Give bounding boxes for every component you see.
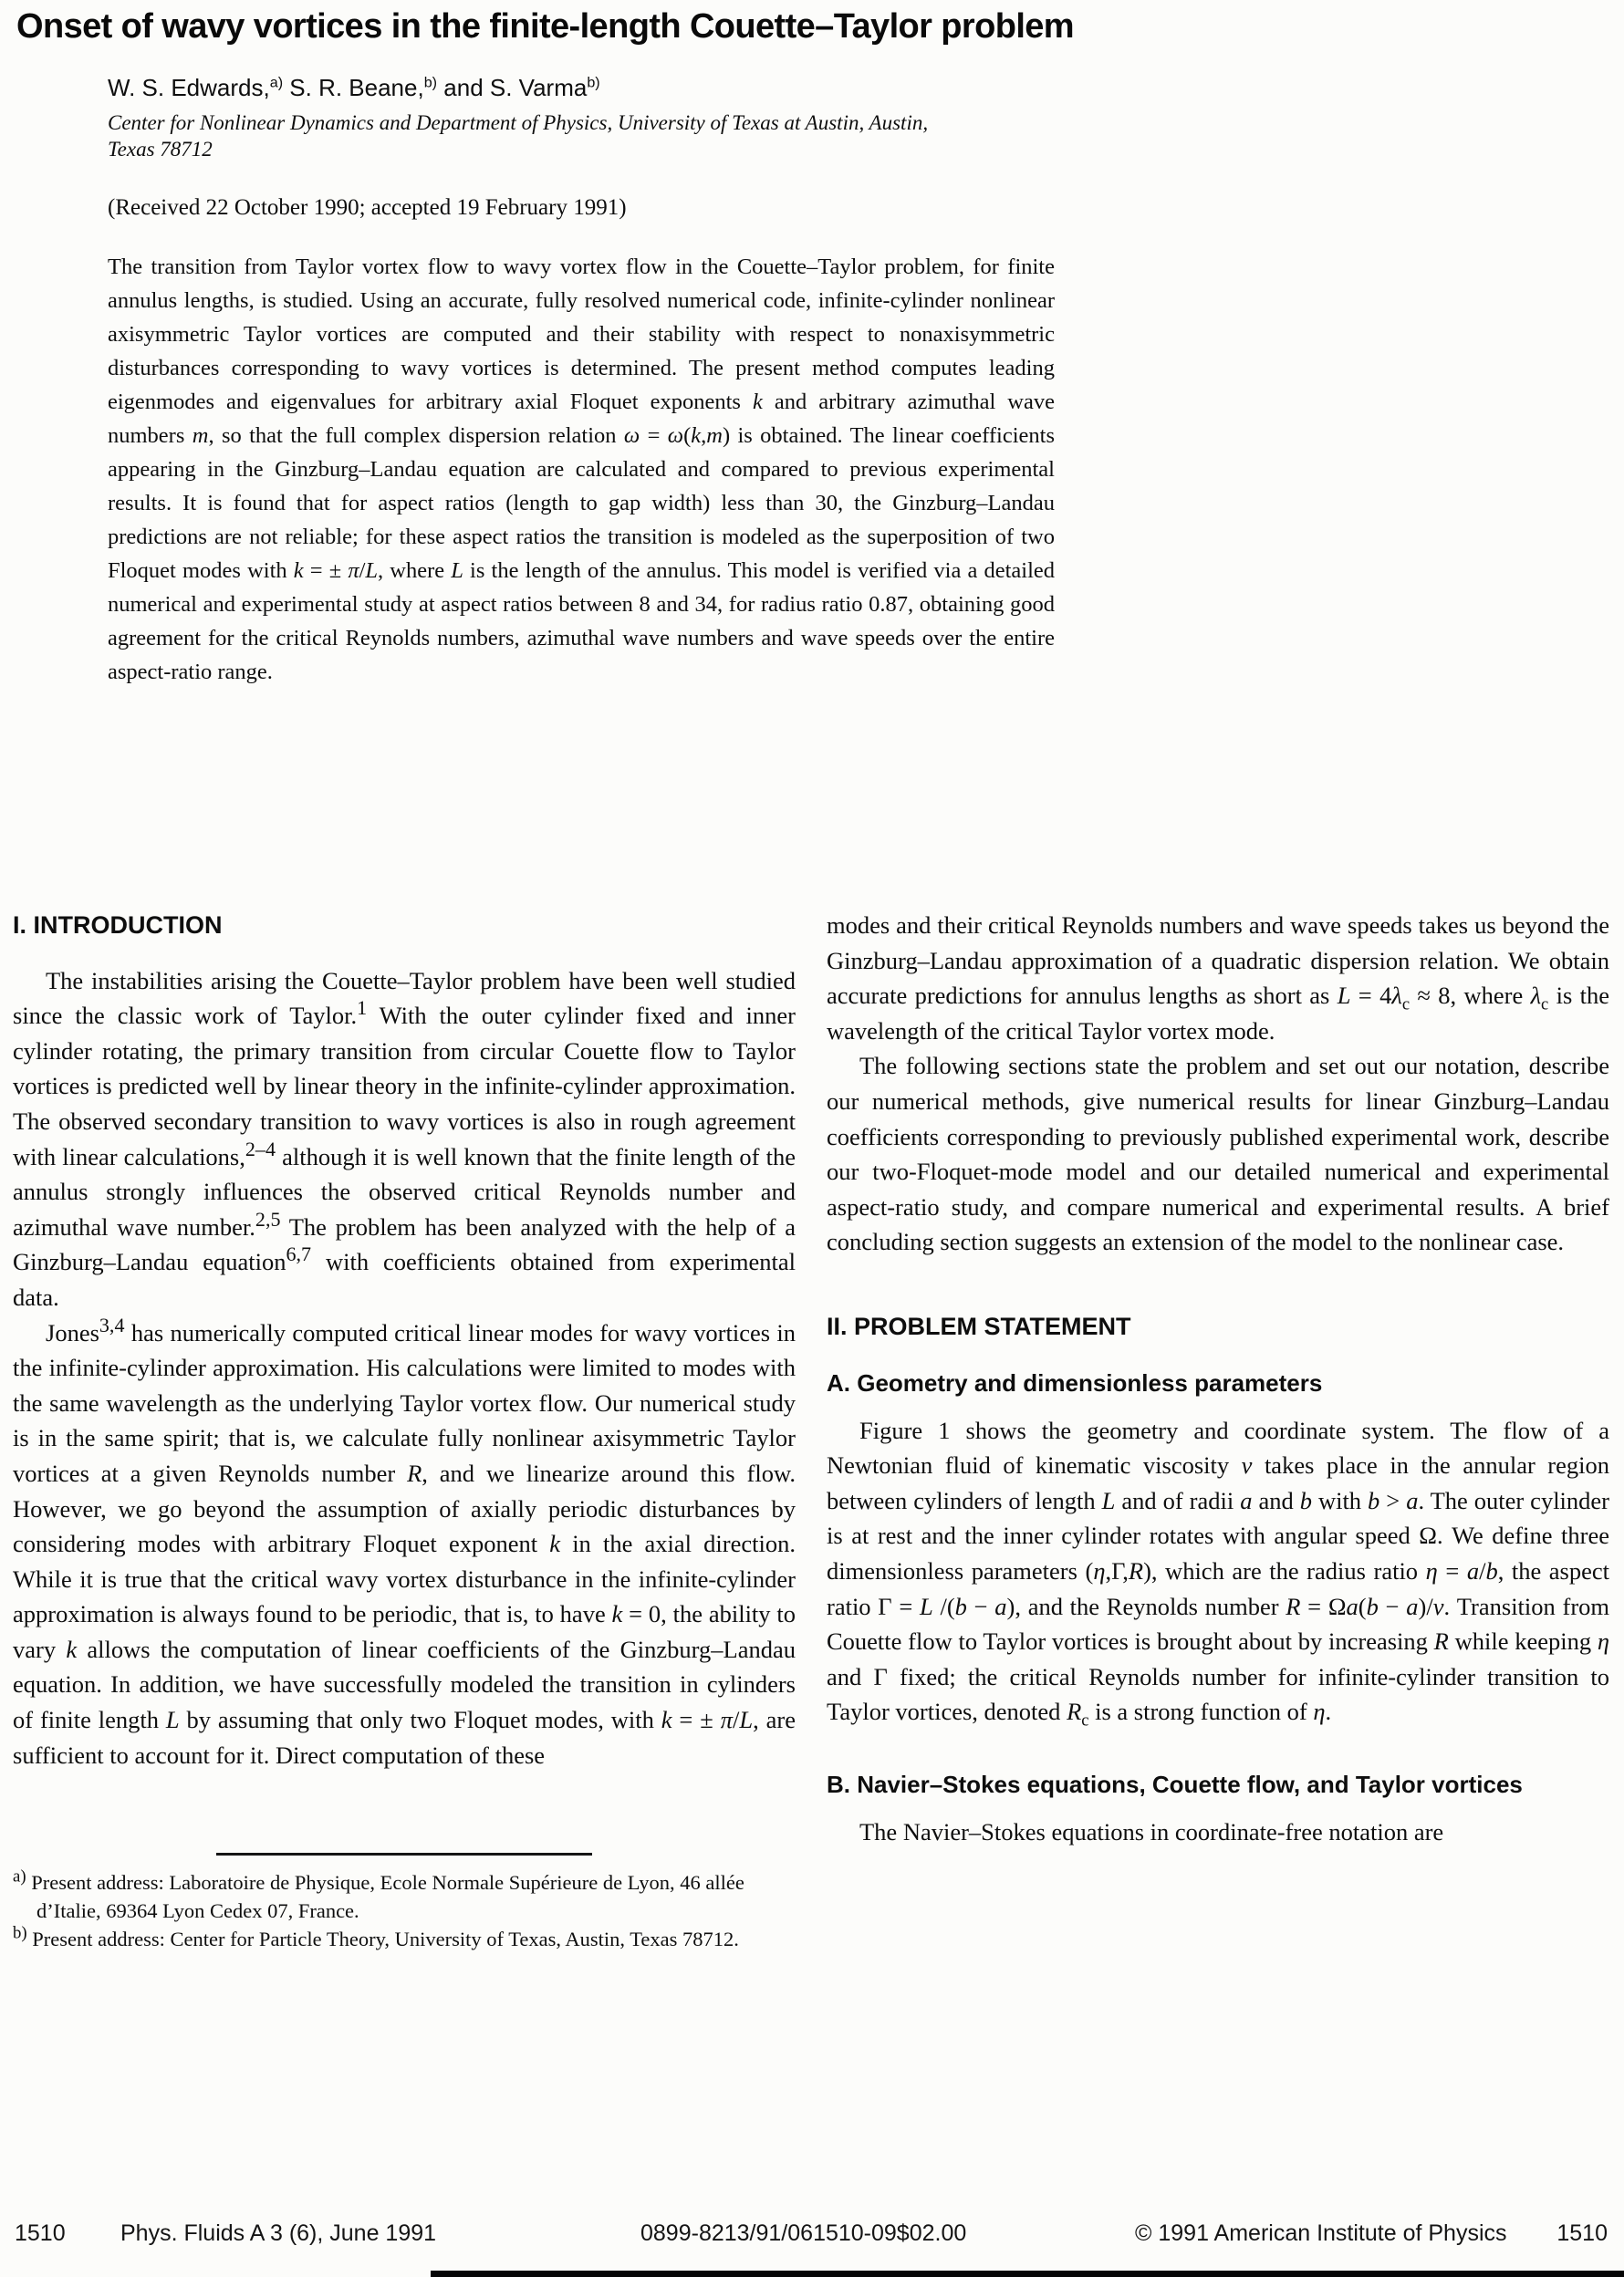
intro-paragraph-2: Jones$^{3,4}$ has numerically computed critical linear modes for wavy vortices in the infinite-cylinder approximation. His calculations were limited to modes with the same wavelength as the underlying Taylor vortex flow. Our numerical study is in the same spirit; that is, we calculate fully nonlinear axisymmetric Taylor vortices at a given Reynolds number R, and we linearize around this flow. However, we go beyond the assumption of axially periodic disturbances by considering modes with arbitrary Floquet exponent k in the axial direction. While it is true that the critical wavy vortex disturbance in the infinite-cylinder approximation is always found to be periodic, that is, to have k = 0, the ability to vary k allows the computation of linear coefficients of the Ginzburg–Landau equation. In addition, we have successfully modeled the transition in cylinders of finite length L by assuming that only two Floquet modes, with k = ± π/L, are sufficient to account for it. Direct computation of these [13,1313,796,1769]
authors-line: W. S. Edwards,$^{a)}$ S. R. Beane,$^{b)}$ and S. Varma$^{b)}$ [108,74,600,101]
copyright-notice: © 1991 American Institute of Physics [1135,2220,1507,2246]
navier-stokes-paragraph: The Navier–Stokes equations in coordinate-free notation are [859,1817,1444,1846]
footnote-b: $^{b)}$ Present address: Center for Particle Theory, University of Texas, Austin, Texas 78712. [13,1923,739,1950]
subsection-a-heading: A. Geometry and dimensionless parameters [827,1368,1323,1397]
left-column [13,908,796,1953]
page-number-left: 1510 [15,2220,66,2246]
geometry-paragraph: Figure 1 shows the geometry and coordinate system. The flow of a Newtonian fluid of kinematic viscosity ν takes place in the annular region between cylinders of length L and of radii a and b with b > a. The outer cylinder is at rest and the inner cylinder rotates with angular speed Ω. We define three dimensionless parameters (η,Γ,R), which are the radius ratio η = a/b, the aspect ratio Γ = L /(b − a), and the Reynolds number R = Ωa(b − a)/ν. Transition from Couette flow to Taylor vortices is brought about by increasing R while keeping η and Γ fixed; the critical Reynolds number for infinite-cylinder transition to Taylor vortices, denoted $R_c$ is a strong function of η. [827,1416,1610,1731]
footnotes-block [13,1868,796,1953]
intro-paragraph-1: The instabilities arising the Couette–Taylor problem have been well studied since the classic work of Taylor.$^1$ With the outer cylinder fixed and inner cylinder rotating, the primary transition from circular Couette flow to Taylor vortices is predicted well by linear theory in the infinite-cylinder approximation. The observed secondary transition to wavy vortices is also in rough agreement with linear calculations,$^{2-4}$ although it is well known that the finite length of the annulus strongly influences the observed critical Reynolds number and azimuthal wave number.$^{2,5}$ The problem has been analyzed with the help of a Ginzburg–Landau equation$^{6,7}$ with coefficients obtained from experimental data. [13,966,796,1311]
page-number-right: 1510 [1556,2220,1608,2246]
received-line: (Received 22 October 1990; accepted 19 February 1991) [108,195,627,220]
footnote-a: $^{a)}$ Present address: Laboratoire de Physique, Ecole Normale Supérieure de Lyon, 46 allée d’Italie, 69364 Lyon Cedex 07, France. [13,1866,744,1922]
paper-title: Onset of wavy vortices in the finite-length Couette–Taylor problem [16,7,1074,46]
paper-header [16,7,1608,689]
right-column [827,908,1609,1953]
article-code: 0899-8213/91/061510-09$02.00 [640,2220,967,2246]
section-2-heading: II. PROBLEM STATEMENT [827,1312,1131,1340]
footnote-divider [216,1853,592,1856]
section-1-heading: I. INTRODUCTION [13,911,223,939]
page-footer [15,2220,1609,2251]
affiliation-line-1: Center for Nonlinear Dynamics and Department of Physics, University of Texas at Austin, Austin, [108,111,929,134]
scan-artifact-bar [431,2271,1624,2277]
body-columns [13,908,1611,1953]
continued-paragraph: modes and their critical Reynolds numbers and wave speeds takes us beyond the Ginzburg–Landau approximation of a quadratic dispersion relation. We obtain accurate predictions for annulus lengths as short as $L = 4\lambda_c \approx 8$, where $\lambda_c$ is the wavelength of the critical Taylor vortex mode. [827,911,1609,1045]
affiliation-line-2: Texas 78712 [108,138,213,161]
journal-citation: Phys. Fluids A 3 (6), June 1991 [120,2220,437,2246]
abstract-text: The transition from Taylor vortex flow to wavy vortex flow in the Couette–Taylor problem, for finite annulus lengths, is studied. Using an accurate, fully resolved numerical code, infinite-cylinder nonlinear axisymmetric Taylor vortices are computed and their stability with respect to nonaxisymmetric disturbances corresponding to wavy vortices is determined. The present method computes leading eigenmodes and eigenvalues for arbitrary axial Floquet exponents k and arbitrary azimuthal wave numbers m, so that the full complex dispersion relation ω = ω(k,m) is obtained. The linear coefficients appearing in the Ginzburg–Landau equation are calculated and compared to previous experimental results. It is found that for aspect ratios (length to gap width) less than 30, the Ginzburg–Landau predictions are not reliable; for these aspect ratios the transition is modeled as the superposition of two Floquet modes with k = ± π/L, where L is the length of the annulus. This model is verified via a detailed numerical and experimental study at aspect ratios between 8 and 34, for radius ratio 0.87, obtaining good agreement for the critical Reynolds numbers, azimuthal wave numbers and wave speeds over the entire aspect-ratio range. [108,255,1056,684]
overview-paragraph: The following sections state the problem and set out our notation, describe our numerical methods, give numerical results for linear Ginzburg–Landau coefficients corresponding to previously published experimental work, describe our two-Floquet-mode model and our detailed numerical and experimental aspect-ratio study, and compare numerical and experimental results. A brief concluding section suggests an extension of the model to the nonlinear case. [827,1052,1609,1256]
affiliation [108,109,1608,162]
subsection-b-heading: B. Navier–Stokes equations, Couette flow, and Taylor vortices [827,1770,1523,1798]
